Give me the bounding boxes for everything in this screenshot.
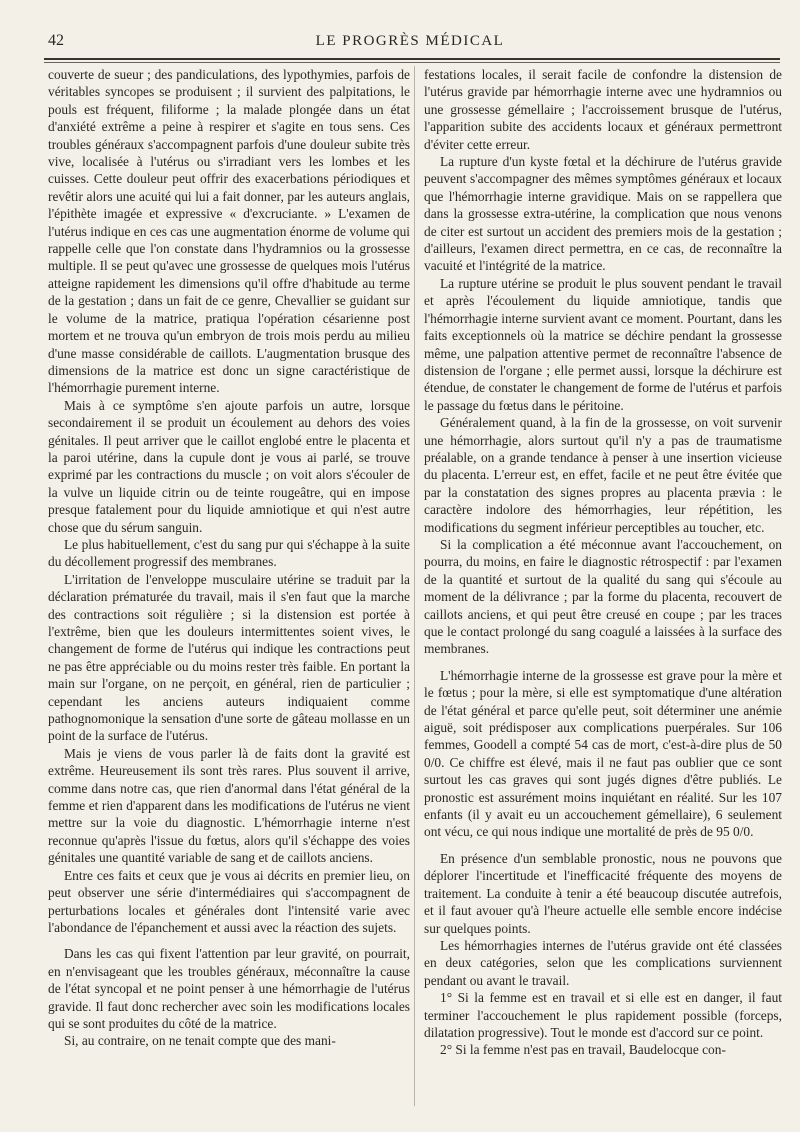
paragraph: festations locales, il serait facile de confondre la distension de l'utérus gravide par hémorrhagie interne avec une hydramnios ou une grossesse gémellaire ; l'accroissement brusque de l'utérus, l'apparition subite des accidents locaux et généraux permettront d'éviter cette erreur. <box>424 67 782 152</box>
header-rule <box>44 58 780 60</box>
journal-title: LE PROGRÈS MÉDICAL <box>315 33 505 49</box>
paragraph: Mais je viens de vous parler là de faits dont la gravité est extrême. Heureusement ils sont très rares. Plus souvent il arrive, comme dans notre cas, que rien d'anormal dans l'état général de la femme et rien d'apparent dans les modifications de l'utérus ne vient mettre sur la voie du diagnostic. L'hémorrhagie interne n'est reconnue qu'après l'issue du fœtus, alors qu'il s'échappe des voies génitales une quantité variable de sang et de caillots anciens. <box>48 745 410 866</box>
paragraph: Dans les cas qui fixent l'attention par leur gravité, on pourrait, en n'envisageant que les troubles généraux, méconnaître la cause de l'état syncopal et ne point penser à une hémorrhagie de l'utérus gravide. Il faut donc rechercher avec soin les modifications locales qui se sont produites du côté de la matrice. <box>48 946 410 1031</box>
paragraph: Les hémorrhagies internes de l'utérus gravide ont été classées en deux catégories, selon que les complications surviennent pendant ou avant le travail. <box>424 937 782 988</box>
paragraph: Mais à ce symptôme s'en ajoute parfois un autre, lorsque secondairement il se produit un écoulement au dehors des voies génitales. Il peut arriver que le caillot englobé entre le placenta et la paroi utérine, dans la cupule dont je vous ai parlé, se trouve exprimé par les contractions du muscle ; on voit alors s'écouler de la vulve un liquide citrin ou de teinte rougeâtre, qui en impose presque fatalement pour du liquide amniotique et qui n'est autre chose que du sérum sanguin. <box>48 397 410 535</box>
paragraph: 1° Si la femme est en travail et si elle est en danger, il faut terminer l'accouchement le plus rapidement possible (forceps, dilatation progressive). Tout le monde est d'accord sur ce point. <box>424 990 782 1040</box>
paragraph: Si la complication a été méconnue avant l'accouchement, on pourra, du moins, en faire le diagnostic rétrospectif : par l'examen de la quantité et surtout de la qualité du sang qui s'écoule au moment de la délivrance ; par la forme du placenta, recouvert de caillots anciens, et qui peut être creusé en coupe ; par les traces que le contact prolongé du sang coagulé a laissées à la surface des membranes. <box>424 536 782 657</box>
paragraph: L'irritation de l'enveloppe musculaire utérine se traduit par la déclaration prématurée du travail, mais il s'en faut que la marche des contractions soit régulière ; si la distension est portée à l'extrême, bien que les douleurs intermittentes soient vives, le changement de forme de l'utérus qui indique les contractions peut ne pas être appréciable ou du moins rester très faible. En portant la main sur l'organe, on ne perçoit, en général, rien de particulier ; cependant les anciens auteurs indiquaient comme pathognomonique la sensation d'une sorte de gâteau mollasse en un point de la surface de l'utérus. <box>48 571 410 744</box>
paragraph: Si, au contraire, on ne tenait compte que des mani- <box>64 1033 336 1049</box>
paragraph: L'hémorrhagie interne de la grossesse est grave pour la mère et le fœtus ; pour la mère, si elle est symptomatique d'une altération de l'état général et parce qu'elle peut, soit déterminer une anémie aiguë, soit prédisposer aux complications puerpérales. Sur 106 femmes, Goodell a compté 54 cas de mort, c'est-à-dire plus de 50 0/0. Ce chiffre est élevé, mais il ne faut pas oublier que ce sont surtout les cas graves qui sont jugés dignes d'être publiés. Le pronostic est assurément moins inquiétant en réalité. Sur les 107 enfants (il y avait eu un accouchement gémellaire), 6 seulement ont vécu, ce qui nous indique une mortalité de près de 95 0/0. <box>424 667 782 840</box>
header-rule-thin <box>44 62 780 63</box>
paragraph: La rupture d'un kyste fœtal et la déchirure de l'utérus gravide peuvent s'accompagner des mêmes symptômes généraux et locaux que l'hémorrhagie interne gravidique. Mais on se rappellera que dans la grossesse extra-utérine, la complication que nous venons de citer est surtout un accident des premiers mois de la gestation ; d'ailleurs, l'examen direct permettra, en ce cas, de reconnaître la vacuité et l'intégrité de la matrice. <box>424 154 782 274</box>
right-column <box>424 66 782 1059</box>
paragraph: La rupture utérine se produit le plus souvent pendant le travail et après l'écoulement du liquide amniotique, tandis que l'hémorrhagie interne survient avant ce moment. Pourtant, dans les faits exceptionnels où la matrice se déchire pendant la grossesse même, une palpation attentive permet de reconnaître l'absence de distension de l'organe ; elle permet aussi, lorsque la déchirure est étendue, de constater le changement de forme de l'utérus et parfois le passage du fœtus dans le péritoine. <box>424 275 782 413</box>
paragraph: En présence d'un semblable pronostic, nous ne pouvons que déplorer l'incertitude et l'inefficacité fréquente des moyens de traitement. La conduite à tenir a été beaucoup discutée autrefois, et il faut avouer qu'à l'heure actuelle elle semble encore indécise sur quelques points. <box>424 850 782 936</box>
column-divider <box>414 66 415 1106</box>
paragraph: Le plus habituellement, c'est du sang pur qui s'échappe à la suite du décollement progressif des membranes. <box>48 536 410 570</box>
paragraph: couverte de sueur ; des pandiculations, des lypothymies, parfois de véritables syncopes se produisent ; il survient des palpitations, le pouls est fréquent, filiforme ; la malade plongée dans un état d'anxiété extrême a peine à respirer et s'agite en tous sens. Ces troubles généraux s'accompagnent parfois d'une douleur subite très vive, localisée à l'utérus ou s'irradiant vers les lombes et les cuisses. Cette douleur peut offrir des exacerbations périodiques et revêtir alors une acuité qui lui a fait donner, par les auteurs anglais, l'épithète imagée et expressive « d'excruciante. » L'examen de l'utérus indique en ces cas une augmentation énorme de volume qui rappelle celle que l'on constate dans l'hydramnios ou la grossesse multiple. Il se peut qu'avec une grossesse de quelques mois l'utérus atteigne rapidement les dimensions qu'il offre d'habitude au terme de la gestation ; dans un fait de ce genre, Chevallier se guidant sur le volume de la matrice, pratiqua l'opération césarienne post mortem et ne trouva qu'un embryon de trois mois perdu au milieu d'une masse considérable de caillots. L'augmentation brusque des dimensions de la matrice est donc un signe caractéristique de l'hémorrhagie purement interne. <box>48 67 410 396</box>
paragraph: Généralement quand, à la fin de la grossesse, on voit survenir une hémorrhagie, alors surtout qu'il n'y a pas de traumatisme préalable, on a grande tendance à penser à une insertion vicieuse du placenta. L'erreur est, en effet, facile et ne peut être évitée que par la constatation des signes propres au placenta prævia : le caractère indolore des hémorrhagies, leur répétition, les modifications du segment inférieur perceptibles au toucher, etc. <box>424 415 782 535</box>
left-column <box>48 66 410 1050</box>
paragraph: Entre ces faits et ceux que je vous ai décrits en premier lieu, on peut observer une série d'intermédiaires qui s'accompagnent de perturbations locales et générales dont l'intensité varie avec l'abondance de l'épanchement et aussi avec la réaction des sujets. <box>48 867 410 935</box>
page-header <box>40 30 780 54</box>
paragraph: 2° Si la femme n'est pas en travail, Baudelocque con- <box>440 1042 726 1058</box>
page-number: 42 <box>48 32 64 49</box>
